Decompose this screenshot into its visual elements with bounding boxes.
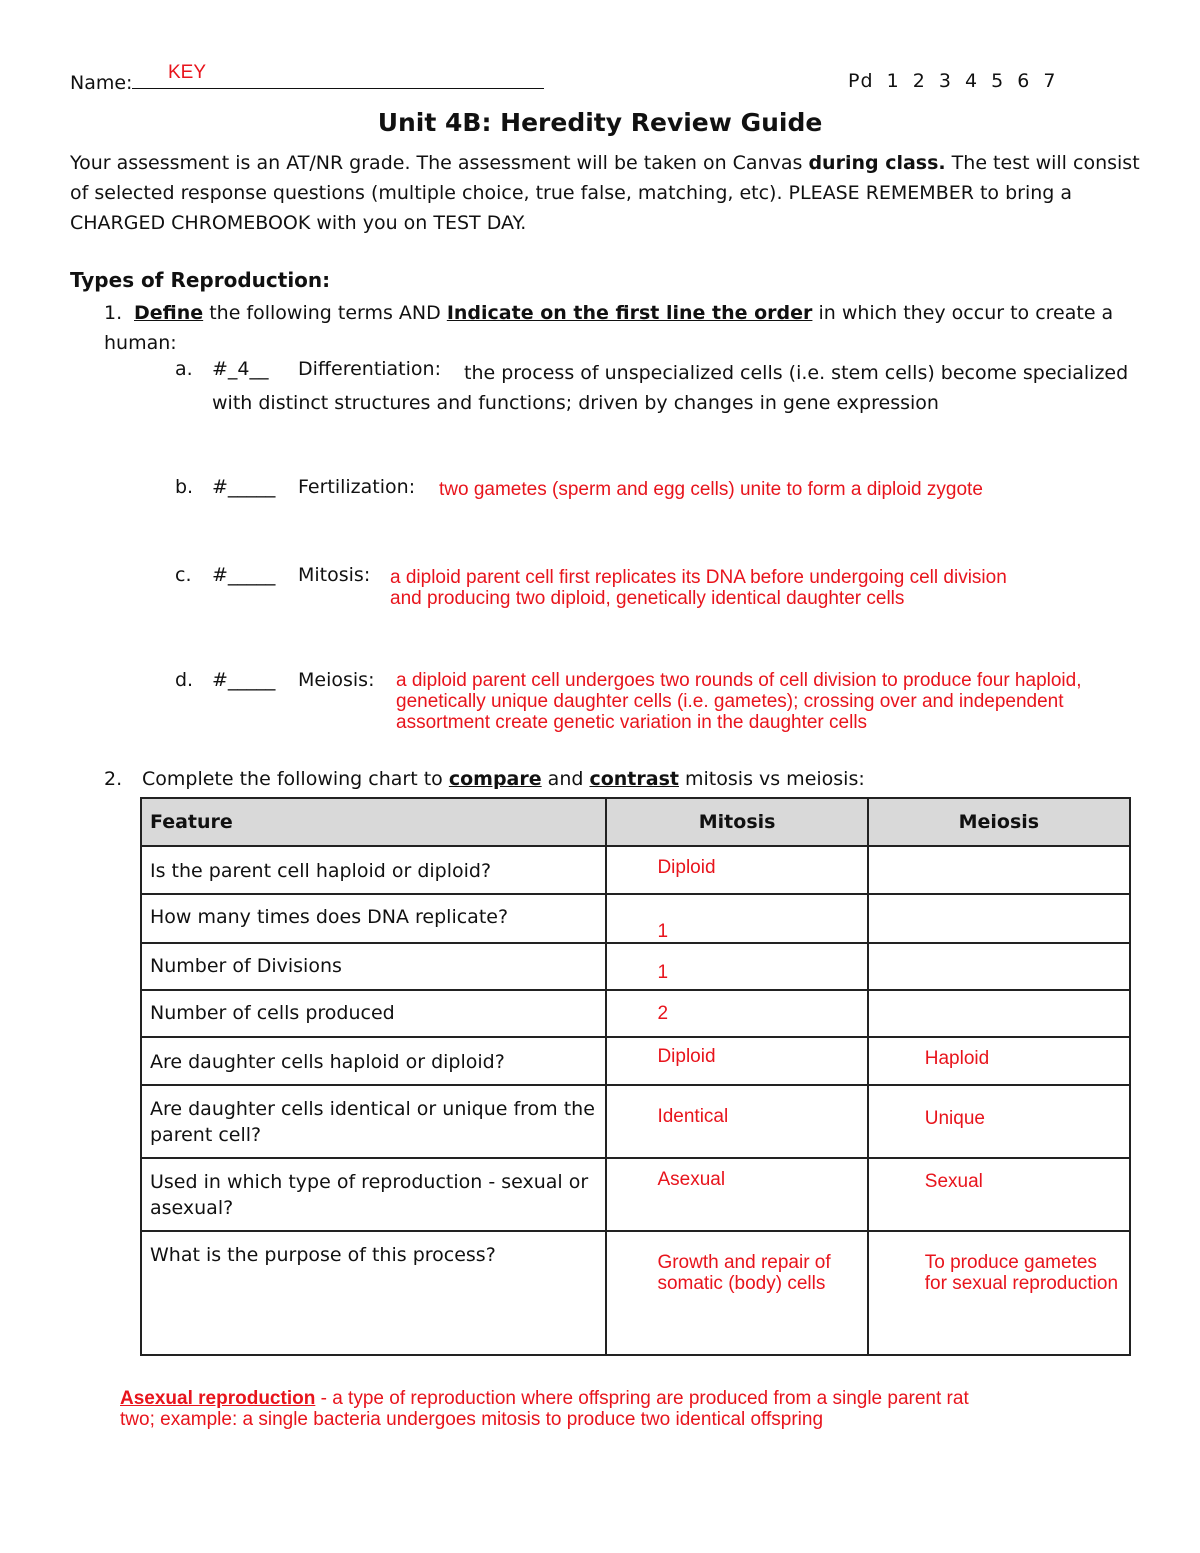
section-title: Types of Reproduction:	[70, 268, 331, 292]
row-feature: Are daughter cells haploid or diploid?	[141, 1037, 606, 1085]
row-feature: Used in which type of reproduction - sexual or asexual?	[141, 1158, 606, 1231]
q1-item-a-term: Differentiation:	[298, 358, 441, 380]
question-2	[104, 768, 865, 790]
table-row	[141, 1231, 1130, 1355]
row-feature: What is the purpose of this process?	[141, 1231, 606, 1355]
period-label: Pd	[848, 70, 874, 92]
q1-text-1: the following terms AND	[203, 302, 447, 324]
row-meiosis[interactable]: To produce gametes for sexual reproduction	[868, 1231, 1130, 1355]
row-meiosis[interactable]	[868, 990, 1130, 1037]
question-1	[104, 298, 1144, 358]
row-meiosis[interactable]	[868, 846, 1130, 894]
q1-item-b-blank[interactable]: #_____	[212, 476, 276, 498]
q1-number: 1.	[104, 302, 123, 324]
comparison-table	[140, 797, 1131, 1356]
row-meiosis[interactable]: Unique	[868, 1085, 1130, 1158]
q1-item-d-answer-line-1: a diploid parent cell undergoes two rounds of cell division to produce four haploid,	[396, 670, 1082, 691]
row-feature: Are daughter cells identical or unique from the parent cell?	[141, 1085, 606, 1158]
row-mitosis[interactable]: Asexual	[606, 1158, 867, 1231]
table-header-row	[141, 798, 1130, 846]
q1-item-c-answer-line-1: a diploid parent cell first replicates its DNA before undergoing cell division	[390, 567, 1007, 588]
q1-item-d-term: Meiosis:	[298, 669, 375, 691]
q2-compare: compare	[448, 768, 542, 790]
q1-item-c-letter: c.	[175, 564, 192, 586]
q2-text-1: Complete the following chart to	[142, 768, 449, 790]
row-meiosis[interactable]: Sexual	[868, 1158, 1130, 1231]
q1-item-d-answer-line-3: assortment create genetic variation in the daughter cells	[396, 712, 868, 733]
q1-item-a-answer: the process of unspecialized cells (i.e. stem cells) become specialized with distinct structures and functions; driven by changes in gene expression	[212, 362, 1129, 414]
row-feature: How many times does DNA replicate?	[141, 894, 606, 943]
row-meiosis[interactable]: Haploid	[868, 1037, 1130, 1085]
page-title: Unit 4B: Heredity Review Guide	[377, 108, 823, 137]
intro-bold: during class.	[808, 152, 946, 174]
header-mitosis: Mitosis	[606, 798, 867, 846]
q1-define: Define	[134, 302, 204, 324]
row-feature: Number of cells produced	[141, 990, 606, 1037]
row-mitosis[interactable]: 2	[606, 990, 867, 1037]
row-mitosis[interactable]: Diploid	[606, 1037, 867, 1085]
row-mitosis[interactable]: Growth and repair of somatic (body) cells	[606, 1231, 867, 1355]
row-meiosis[interactable]	[868, 943, 1130, 990]
table-row	[141, 894, 1130, 943]
table-row	[141, 1085, 1130, 1158]
footer-line-1: - a type of reproduction where offspring are produced from a single parent rat	[315, 1388, 969, 1409]
intro-text-2: The test will consist of selected response questions (multiple choice, true false, matching, etc). PLEASE REMEMBER to bring a CHARGED CHROMEBOOK with you on TEST DAY.	[70, 152, 1140, 234]
period-options: 1 2 3 4 5 6 7	[886, 70, 1057, 92]
q2-contrast: contrast	[589, 768, 679, 790]
row-mitosis[interactable]: Identical	[606, 1085, 867, 1158]
table-row	[141, 1037, 1130, 1085]
row-feature: Number of Divisions	[141, 943, 606, 990]
intro-text-1: Your assessment is an AT/NR grade. The assessment will be taken on Canvas	[70, 152, 809, 174]
q2-text-2: and	[541, 768, 590, 790]
header-meiosis: Meiosis	[868, 798, 1130, 846]
name-label: Name:	[70, 72, 133, 94]
row-mitosis[interactable]: 1	[606, 943, 867, 990]
footer-term: Asexual reproduction	[120, 1388, 316, 1409]
q1-item-b-letter: b.	[175, 476, 194, 498]
footer-line-2: two; example: a single bacteria undergoes mitosis to produce two identical offspring	[120, 1409, 824, 1430]
q1-item-d-answer-line-2: genetically unique daughter cells (i.e. gametes); crossing over and independent	[396, 691, 1064, 712]
q1-indicate: Indicate on the first line the order	[446, 302, 813, 324]
table-row	[141, 1158, 1130, 1231]
q2-number: 2.	[104, 768, 123, 790]
q1-item-c-answer-line-2: and producing two diploid, genetically identical daughter cells	[390, 588, 905, 609]
name-value: KEY	[168, 62, 207, 83]
q1-item-b-term: Fertilization:	[298, 476, 416, 498]
q1-item-d-letter: d.	[175, 669, 194, 691]
q1-item-c-answer	[390, 567, 1007, 609]
q1-item-c-blank[interactable]: #_____	[212, 564, 276, 586]
table-row	[141, 846, 1130, 894]
name-row	[70, 70, 544, 94]
table-row	[141, 990, 1130, 1037]
header-feature: Feature	[141, 798, 606, 846]
row-feature: Is the parent cell haploid or diploid?	[141, 846, 606, 894]
q1-text-2: in which they occur to create a human:	[104, 302, 1114, 354]
row-meiosis[interactable]	[868, 894, 1130, 943]
q1-item-b-answer: two gametes (sperm and egg cells) unite to form a diploid zygote	[439, 479, 983, 500]
q1-item-a-blank[interactable]: #_4__	[212, 358, 269, 380]
period-selector	[848, 70, 1056, 92]
q1-item-c-term: Mitosis:	[298, 564, 371, 586]
intro-paragraph	[70, 148, 1140, 238]
q1-item-d-blank[interactable]: #_____	[212, 669, 276, 691]
table-row	[141, 943, 1130, 990]
row-mitosis[interactable]: Diploid	[606, 846, 867, 894]
q2-text-3: mitosis vs meiosis:	[678, 768, 865, 790]
q1-item-d-answer	[396, 670, 1081, 733]
q1-item-a-letter: a.	[175, 358, 193, 380]
footer-note	[120, 1388, 1070, 1430]
row-mitosis[interactable]: 1	[606, 894, 867, 943]
